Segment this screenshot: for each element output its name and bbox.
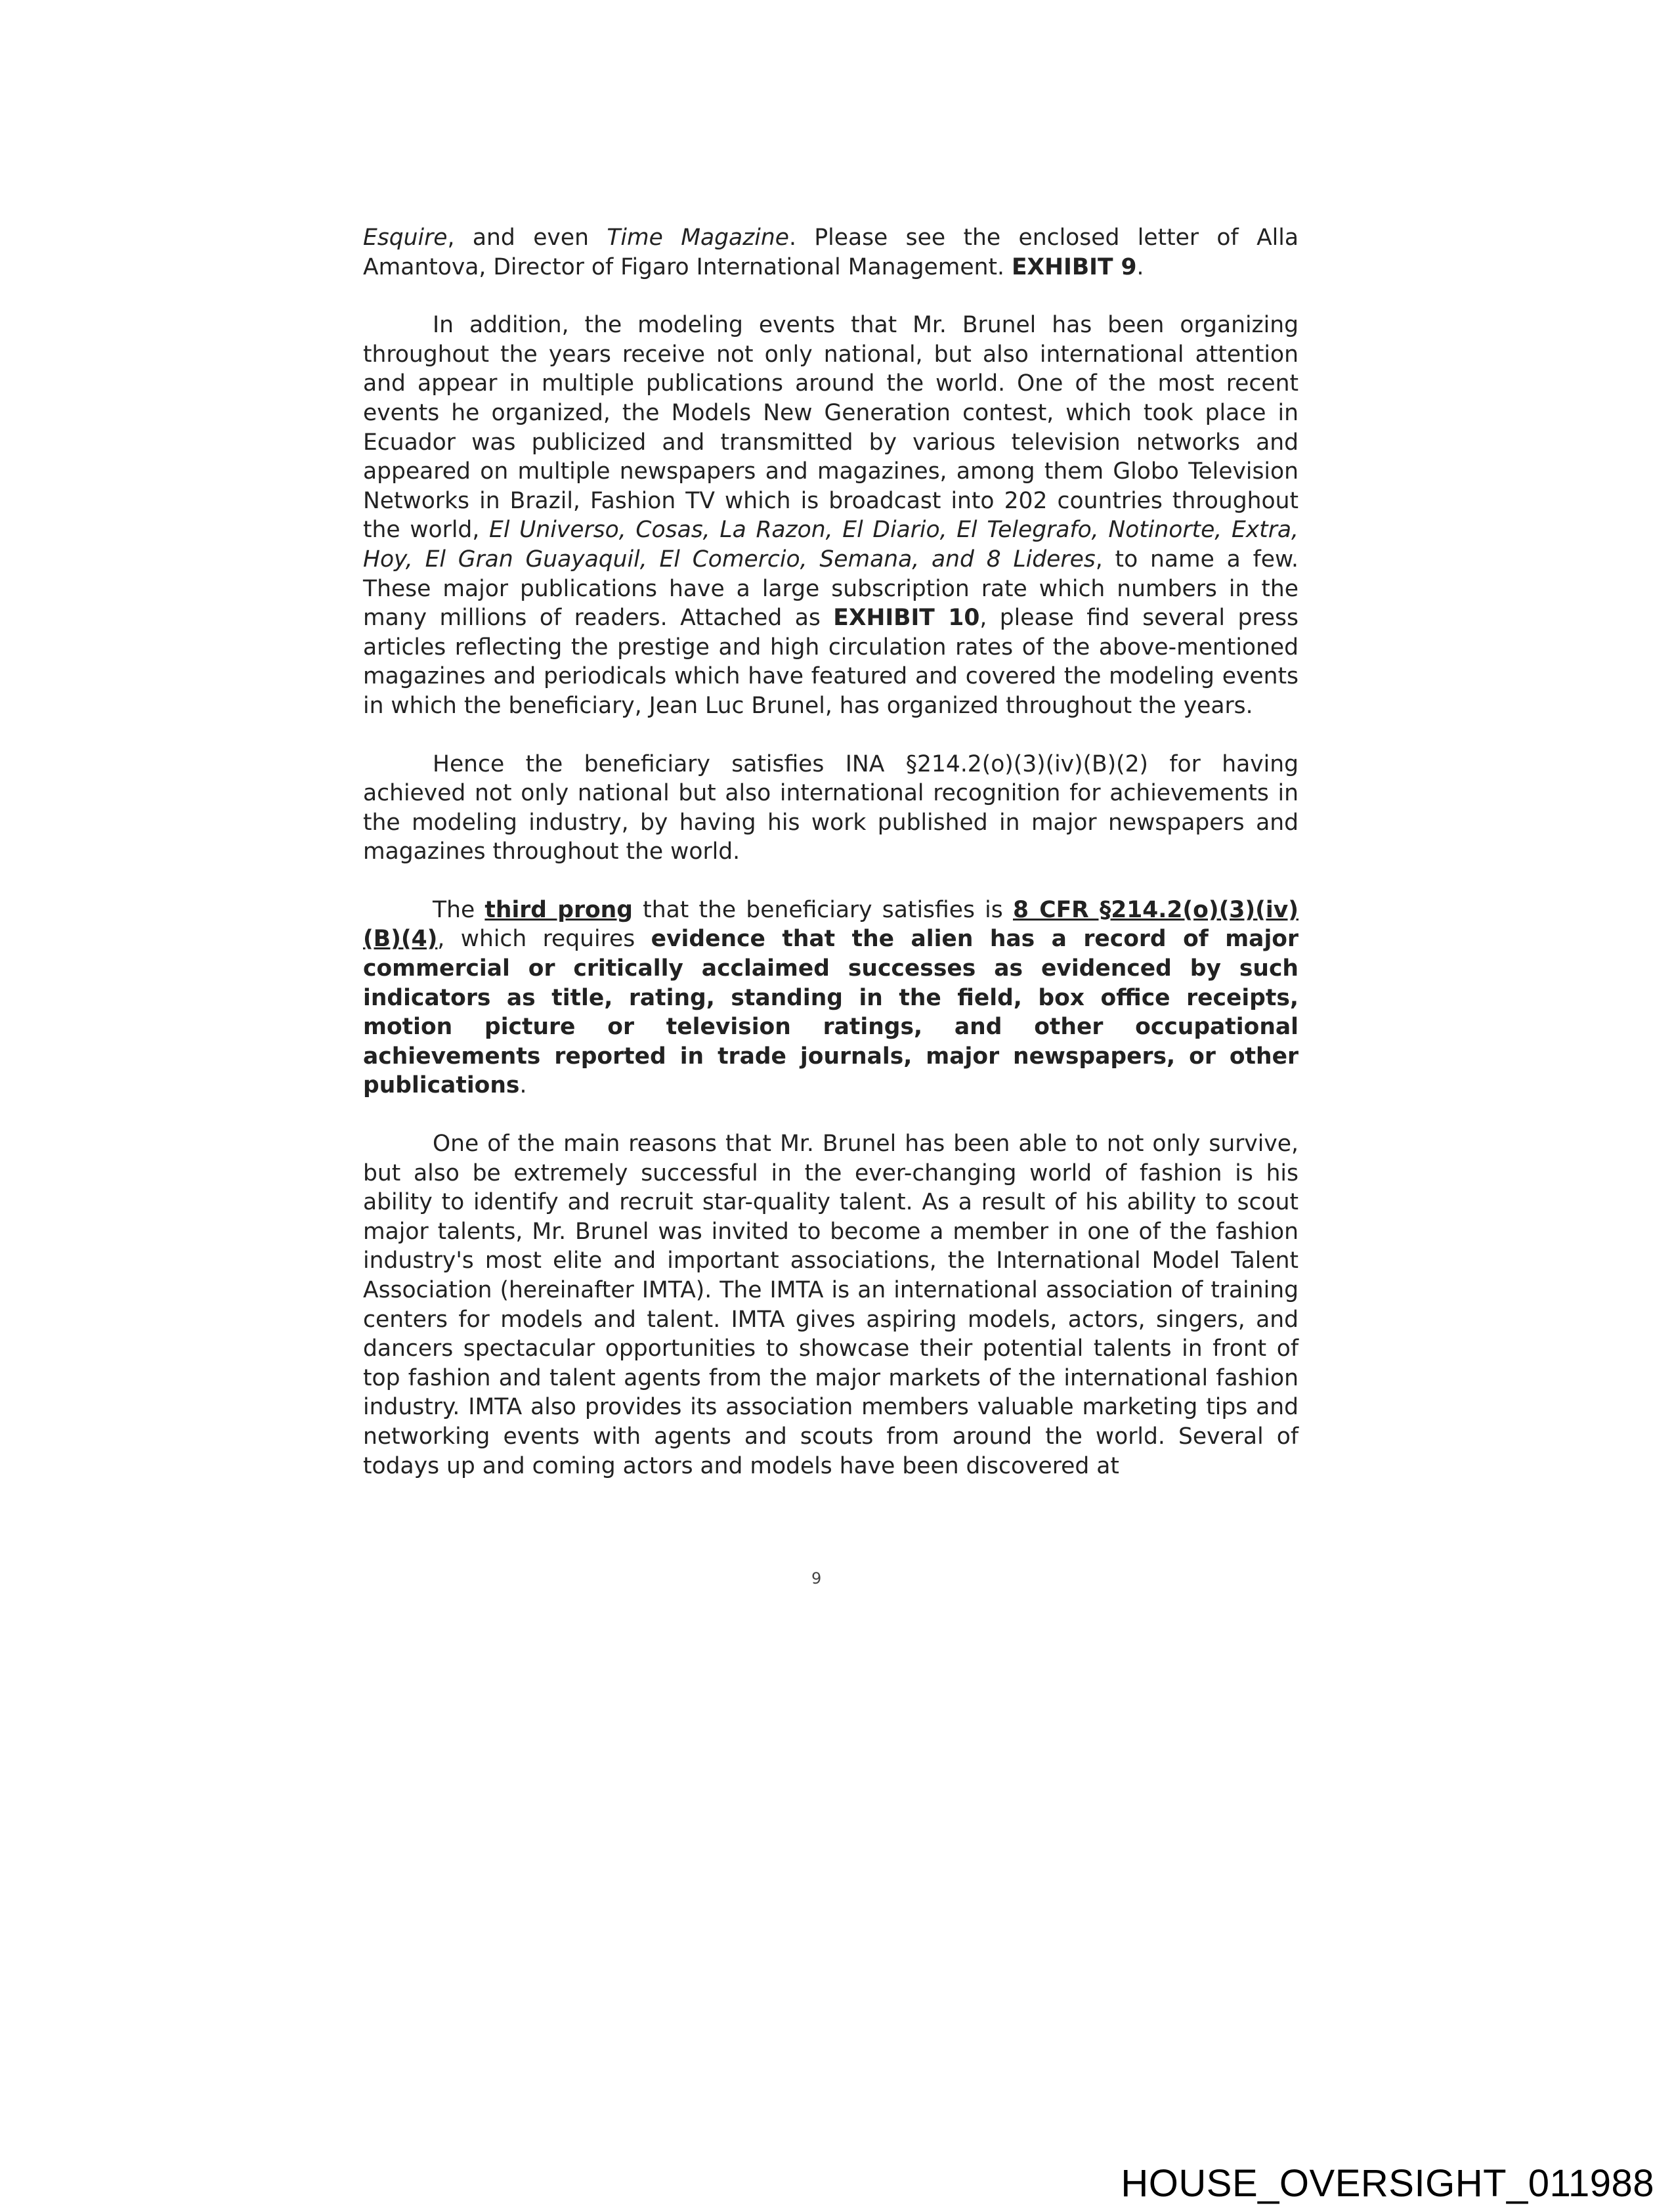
exhibit-9-label: EXHIBIT 9 [1011,253,1137,280]
cfr-citation: 8 CFR §214.2(o)(3)(iv)(B)(4) [363,896,1299,953]
paragraph-exhibit-10: In addition, the modeling events that Mr. Brunel has been organizing throughout the years receive not only national, but also international attention and appear in multiple publications around the world. One of the most recent events he organized, the Models New Generation contest, which took place in Ecuador was publicized and transmitted by various television networks and appeared on multiple newspapers and magazines, among them Globo Television Networks in Brazil, Fashion TV which is broadcast into 202 countries throughout the world, El Universo, Cosas, La Razon, El Diario, El Telegrafo, Notinorte, Extra, Hoy, El Gran Guayaquil, El Comercio, Semana, and 8 Lideres, to name a few. These major publications have a large subscription rate which numbers in the many millions of readers. Attached as EXHIBIT 10, please find several press articles reflecting the prestige and high circulation rates of the above-mentioned magazines and periodicals which have featured and covered the modeling events in which the beneficiary, Jean Luc Brunel, has organized throughout the years. [363,312,1299,719]
publication-list: El Universo, Cosas, La Razon, El Diario, El Telegrafo, Notinorte, Extra, Hoy, El Gran Guayaquil, El Comercio, Semana, and 8 Lideres [363,517,1299,573]
document-body [363,223,1298,1509]
paragraph-imta: One of the main reasons that Mr. Brunel has been able to not only survive, but also be extremely successful in the ever-changing world of fashion is his ability to identify and recruit star-quality talent. As a result of his ability to scout major talents, Mr. Brunel was invited to become a member in one of the fashion industry's most elite and important associations, the International Model Talent Association (hereinafter IMTA). The IMTA is an international association of training centers for models and talent. IMTA gives aspiring models, actors, singers, and dancers spectacular opportunities to showcase their potential talents in front of top fashion and talent agents from the major markets of the international fashion industry. IMTA also provides its association members valuable marketing tips and networking events with agents and scouts from around the world. Several of todays up and coming actors and models have been discovered at [363,1131,1298,1479]
bates-stamp: HOUSE_OVERSIGHT_011988 [1121,2162,1654,2205]
third-prong-heading: third prong [484,896,633,923]
page-number: 9 [811,1569,822,1588]
requirement-quote: evidence that the alien has a record of major commercial or critically acclaimed successes as evidenced by such indicators as title, rating, standing in the field, box office receipts, motion picture or television ratings, and other occupational achievements reported in trade journals, major newspapers, or other publications [363,926,1298,1099]
paragraph-third-prong: The third prong that the beneficiary satisfies is 8 CFR §214.2(o)(3)(iv)(B)(4), which requires evidence that the alien has a record of major commercial or critically acclaimed successes as evidenced by such indicators as title, rating, standing in the field, box office receipts, motion picture or television ratings, and other occupational achievements reported in trade journals, major newspapers, or other publications. [363,896,1299,1099]
publication-time: Time Magazine [607,225,789,251]
exhibit-10-label: EXHIBIT 10 [833,605,980,632]
paragraph-national-recognition: Hence the beneficiary satisfies INA §214.2(o)(3)(iv)(B)(2) for having achieved not only national but also international recognition for achievements in the modeling industry, by having his work published in major newspapers and magazines throughout the world. [363,750,1298,865]
paragraph-exhibit-9: Esquire, and even Time Magazine. Please see the enclosed letter of Alla Amantova, Director of Figaro International Management. EXHIBIT 9. [363,225,1298,280]
publication-esquire: Esquire [363,225,448,251]
